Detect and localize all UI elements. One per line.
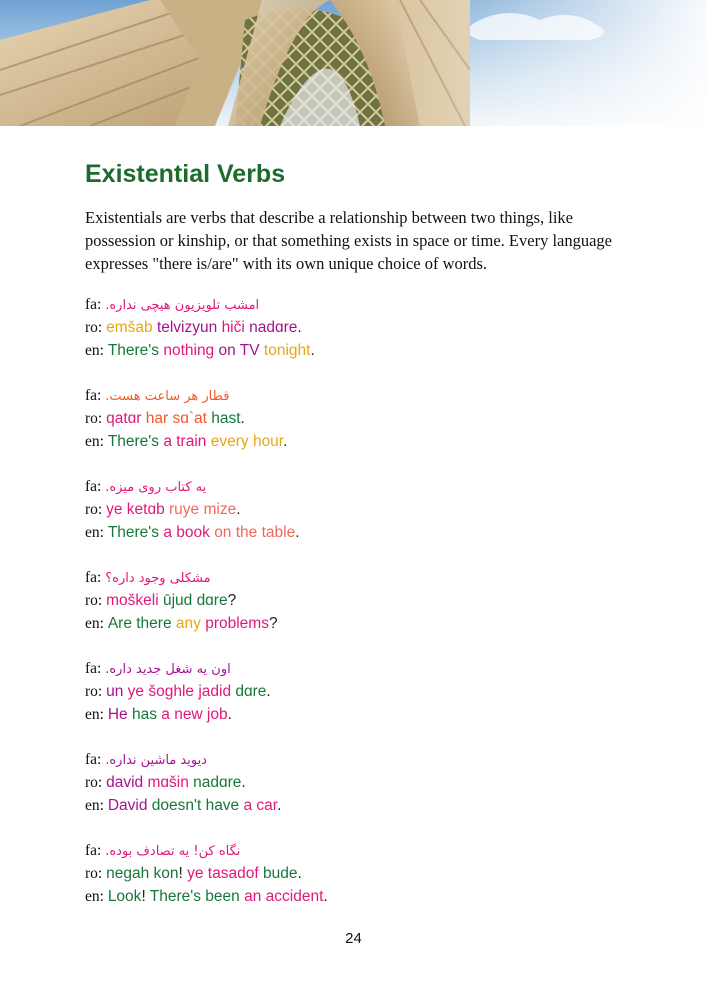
fa-prefix: fa: <box>85 660 102 677</box>
ro-line <box>85 862 645 885</box>
en-line <box>85 703 645 726</box>
word-segment: moškeli <box>106 592 159 609</box>
ro-prefix: ro: <box>85 592 103 609</box>
word-segment: There's been <box>149 888 240 905</box>
word-segment: ! <box>141 888 150 905</box>
en-text <box>108 706 232 723</box>
intro-paragraph: Existentials are verbs that describe a relationship between two things, like possession or kinship, or that something exists in space or time. Every language expresses "there is/are" with its own unique choice of words. <box>85 208 612 273</box>
word-segment: a new job <box>161 706 228 723</box>
ro-line <box>85 771 645 794</box>
word-segment: any <box>175 615 201 632</box>
fa-prefix: fa: <box>85 751 102 768</box>
word-segment: on TV <box>218 342 260 359</box>
en-text <box>108 615 278 632</box>
word-segment: . <box>227 706 232 723</box>
example-block <box>85 384 645 453</box>
word-segment: ye šoghle jadid <box>127 683 232 700</box>
fa-text: دیوید ماشین نداره. <box>105 753 207 768</box>
word-segment: a train <box>163 433 207 450</box>
word-segment: ! <box>178 865 188 882</box>
word-segment: ye ketɑb <box>106 501 165 518</box>
ro-prefix: ro: <box>85 319 103 336</box>
word-segment: . <box>236 501 241 518</box>
fa-prefix: fa: <box>85 478 102 495</box>
word-segment: . <box>277 797 282 814</box>
fa-line <box>85 839 645 862</box>
en-prefix: en: <box>85 524 104 541</box>
fa-line <box>85 566 645 589</box>
en-prefix: en: <box>85 797 104 814</box>
fa-line <box>85 657 645 680</box>
word-segment: an accident <box>244 888 324 905</box>
word-segment: There's <box>107 524 160 541</box>
word-segment: nadɑre <box>249 319 298 336</box>
word-segment: every hour <box>210 433 284 450</box>
example-block <box>85 748 645 817</box>
en-text <box>108 433 288 450</box>
word-segment: David <box>107 797 148 814</box>
word-segment: has <box>131 706 157 723</box>
ro-prefix: ro: <box>85 774 103 791</box>
en-line <box>85 430 645 453</box>
ro-text <box>106 592 236 609</box>
fa-text: امشب تلویزیون هیچی نداره. <box>105 298 260 313</box>
word-segment: nadɑre <box>193 774 242 791</box>
fa-text: قطار هر ساعت هست. <box>105 389 230 404</box>
word-segment: ye tasadof <box>187 865 259 882</box>
header-banner-image <box>0 0 707 126</box>
word-segment: . <box>241 774 246 791</box>
en-line <box>85 612 645 635</box>
word-segment: Look <box>107 888 142 905</box>
en-line <box>85 794 645 817</box>
fa-text: یه کتاب روی میزه. <box>105 480 207 495</box>
word-segment: bude <box>262 865 298 882</box>
ro-line <box>85 589 645 612</box>
word-segment: un <box>106 683 124 700</box>
ro-line <box>85 498 645 521</box>
en-prefix: en: <box>85 706 104 723</box>
page-title: Existential Verbs <box>85 160 286 188</box>
word-segment: There's <box>107 342 160 359</box>
en-prefix: en: <box>85 342 104 359</box>
word-segment: problems <box>205 615 269 632</box>
fa-text: مشکلی وجود داره؟ <box>105 571 211 586</box>
word-segment: . <box>297 319 302 336</box>
word-segment: He <box>107 706 128 723</box>
en-text <box>108 524 300 541</box>
word-segment: emšab <box>106 319 153 336</box>
en-prefix: en: <box>85 615 104 632</box>
word-segment: a car <box>243 797 278 814</box>
word-segment: david <box>106 774 144 791</box>
word-segment: mɑšin <box>147 774 189 791</box>
en-text <box>108 342 315 359</box>
word-segment: . <box>266 683 271 700</box>
en-line <box>85 885 645 908</box>
ro-prefix: ro: <box>85 865 103 882</box>
word-segment: . <box>283 433 288 450</box>
fa-line <box>85 748 645 771</box>
example-block <box>85 657 645 726</box>
fa-line <box>85 384 645 407</box>
ro-text <box>106 865 302 882</box>
fa-text: نگاه کن! یه تصادف بوده. <box>105 844 241 859</box>
example-block <box>85 293 645 362</box>
page-number: 24 <box>345 930 362 947</box>
ro-text <box>106 410 245 427</box>
word-segment: ruye mize <box>169 501 237 518</box>
en-text <box>108 797 282 814</box>
en-prefix: en: <box>85 433 104 450</box>
ro-text <box>106 319 302 336</box>
ro-prefix: ro: <box>85 410 103 427</box>
en-prefix: en: <box>85 888 104 905</box>
word-segment: doesn't have <box>151 797 240 814</box>
word-segment: a book <box>163 524 210 541</box>
word-segment: telvizyun <box>156 319 218 336</box>
word-segment: ? <box>227 592 237 609</box>
word-segment: . <box>323 888 328 905</box>
ro-prefix: ro: <box>85 501 103 518</box>
word-segment: Are there <box>107 615 172 632</box>
en-line <box>85 521 645 544</box>
word-segment: qatɑr <box>106 410 142 427</box>
ro-line <box>85 680 645 703</box>
fa-prefix: fa: <box>85 842 102 859</box>
word-segment: . <box>240 410 245 427</box>
ro-prefix: ro: <box>85 683 103 700</box>
word-segment: ? <box>268 615 278 632</box>
word-segment: ūjud dɑre <box>162 592 228 609</box>
ro-text <box>106 774 246 791</box>
word-segment: har sɑ`at <box>145 410 207 427</box>
word-segment: There's <box>107 433 160 450</box>
word-segment: hast <box>211 410 241 427</box>
ro-line <box>85 407 645 430</box>
fa-prefix: fa: <box>85 296 102 313</box>
word-segment: on the table <box>214 524 296 541</box>
word-segment: . <box>295 524 300 541</box>
fa-text: اون یه شغل جدید داره. <box>105 662 231 677</box>
ro-text <box>106 683 271 700</box>
example-block <box>85 475 645 544</box>
word-segment: hiči <box>221 319 245 336</box>
word-segment: nothing <box>163 342 215 359</box>
word-segment: dɑre <box>235 683 267 700</box>
fa-prefix: fa: <box>85 569 102 586</box>
example-block <box>85 839 645 908</box>
tower-illustration <box>0 0 707 126</box>
en-line <box>85 339 645 362</box>
ro-text <box>106 501 240 518</box>
word-segment: . <box>310 342 315 359</box>
fa-line <box>85 293 645 316</box>
example-block <box>85 566 645 635</box>
word-segment: negah kon <box>106 865 179 882</box>
fa-line <box>85 475 645 498</box>
ro-line <box>85 316 645 339</box>
word-segment: . <box>297 865 302 882</box>
word-segment: tonight <box>263 342 311 359</box>
en-text <box>108 888 328 905</box>
fa-prefix: fa: <box>85 387 102 404</box>
